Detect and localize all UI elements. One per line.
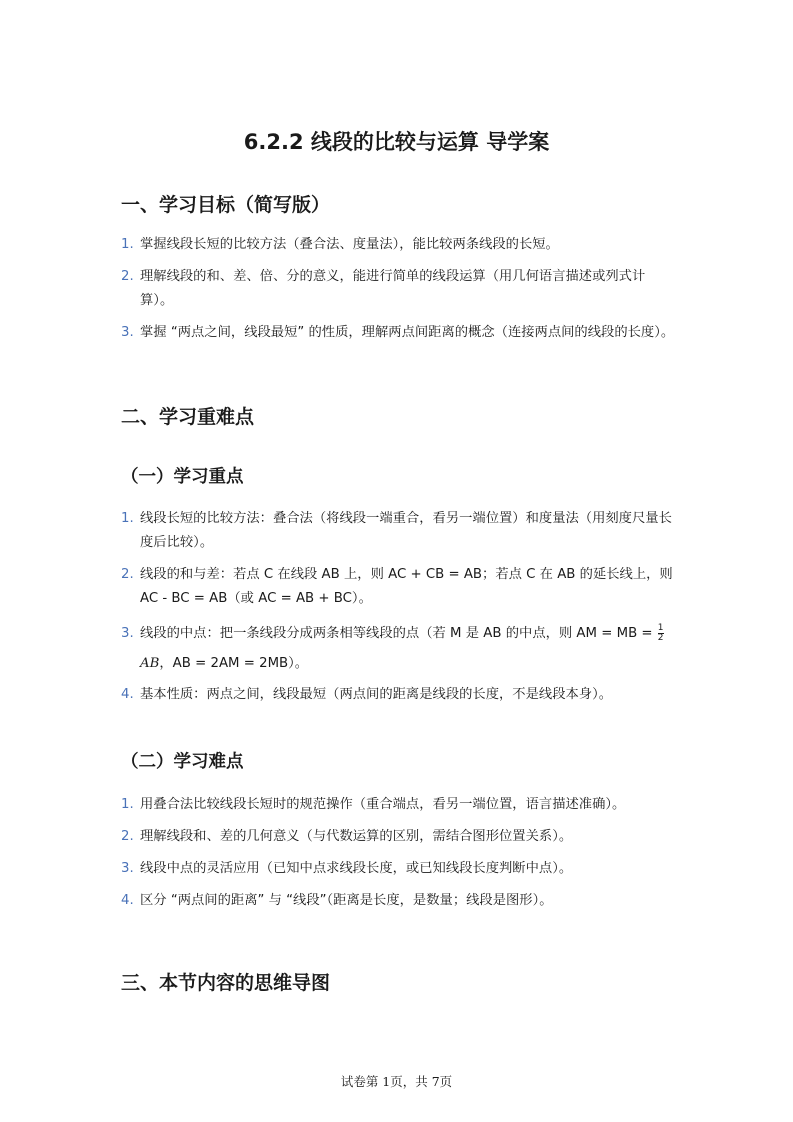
- list-item: [121, 857, 676, 881]
- list-item: [121, 233, 676, 257]
- list-number: 1.: [121, 237, 134, 252]
- list-number: 1.: [121, 797, 134, 812]
- difficulty-list: [121, 793, 676, 921]
- document-title: 6.2.2 线段的比较与运算 导学案: [243, 130, 550, 154]
- list-item: [121, 265, 676, 313]
- section-heading-mind-map: 三、本节内容的思维导图: [121, 972, 331, 994]
- list-number: 3.: [121, 626, 134, 641]
- focus-list: [121, 507, 676, 715]
- list-item-text: 线段长短的比较方法：叠合法（将线段一端重合，看另一端位置）和度量法（用刻度尺量长度后比较）。: [140, 511, 672, 550]
- list-item: [121, 321, 676, 345]
- fraction-denominator: 2: [657, 632, 664, 643]
- list-item-text: 线段的中点：把一条线段分成两条相等线段的点（若 M 是 AB 的中点，则 AM = MB =: [140, 626, 657, 641]
- list-item-text: 基本性质：两点之间，线段最短（两点间的距离是线段的长度，不是线段本身）。: [140, 687, 613, 702]
- subsection-heading-focus: （一）学习重点: [121, 467, 244, 487]
- list-item-text: 用叠合法比较线段长短时的规范操作（重合端点，看另一端位置，语言描述准确）。: [140, 797, 626, 812]
- section-heading-objectives: 一、学习目标（简写版）: [121, 194, 331, 216]
- list-item: [121, 825, 676, 849]
- math-expression: AB: [140, 656, 160, 671]
- list-number: 1.: [121, 511, 134, 526]
- list-number: 4.: [121, 893, 134, 908]
- list-number: 2.: [121, 829, 134, 844]
- list-number: 2.: [121, 567, 134, 582]
- list-item-text: 掌握线段长短的比较方法（叠合法、度量法），能比较两条线段的长短。: [140, 237, 559, 252]
- list-item: [121, 563, 676, 611]
- list-item: [121, 619, 676, 679]
- list-item-text: ，AB = 2AM = 2MB）。: [159, 656, 309, 671]
- list-item-text: 区分 “两点间的距离” 与 “线段”（距离是长度，是数量；线段是图形）。: [140, 893, 553, 908]
- fraction: [658, 624, 664, 643]
- objectives-list: [121, 233, 676, 353]
- list-number: 4.: [121, 687, 134, 702]
- list-item-text: 掌握 “两点之间，线段最短” 的性质，理解两点间距离的概念（连接两点间的线段的长度）。: [140, 325, 675, 340]
- list-item-text: 理解线段的和、差、倍、分的意义，能进行简单的线段运算（用几何语言描述或列式计算）。: [140, 269, 646, 308]
- subsection-heading-difficulty: （二）学习难点: [121, 752, 244, 772]
- list-number: 2.: [121, 269, 134, 284]
- list-item: [121, 889, 676, 913]
- list-item-text: 线段的和与差：若点 C 在线段 AB 上，则 AC + CB = AB；若点 C 在 AB 的延长线上，则 AC - BC = AB（或 AC = AB + BC）。: [140, 567, 673, 606]
- section-heading-key-points: 二、学习重难点: [121, 406, 255, 428]
- list-item-text: 理解线段和、差的几何意义（与代数运算的区别，需结合图形位置关系）。: [140, 829, 573, 844]
- list-number: 3.: [121, 325, 134, 340]
- list-item: [121, 683, 676, 707]
- page-footer: 试卷第 1页，共 7页: [340, 1074, 453, 1089]
- list-number: 3.: [121, 861, 134, 876]
- list-item-text: 线段中点的灵活应用（已知中点求线段长度，或已知线段长度判断中点）。: [140, 861, 573, 876]
- list-item: [121, 507, 676, 555]
- list-item: [121, 793, 676, 817]
- fraction-numerator: 1: [657, 622, 664, 633]
